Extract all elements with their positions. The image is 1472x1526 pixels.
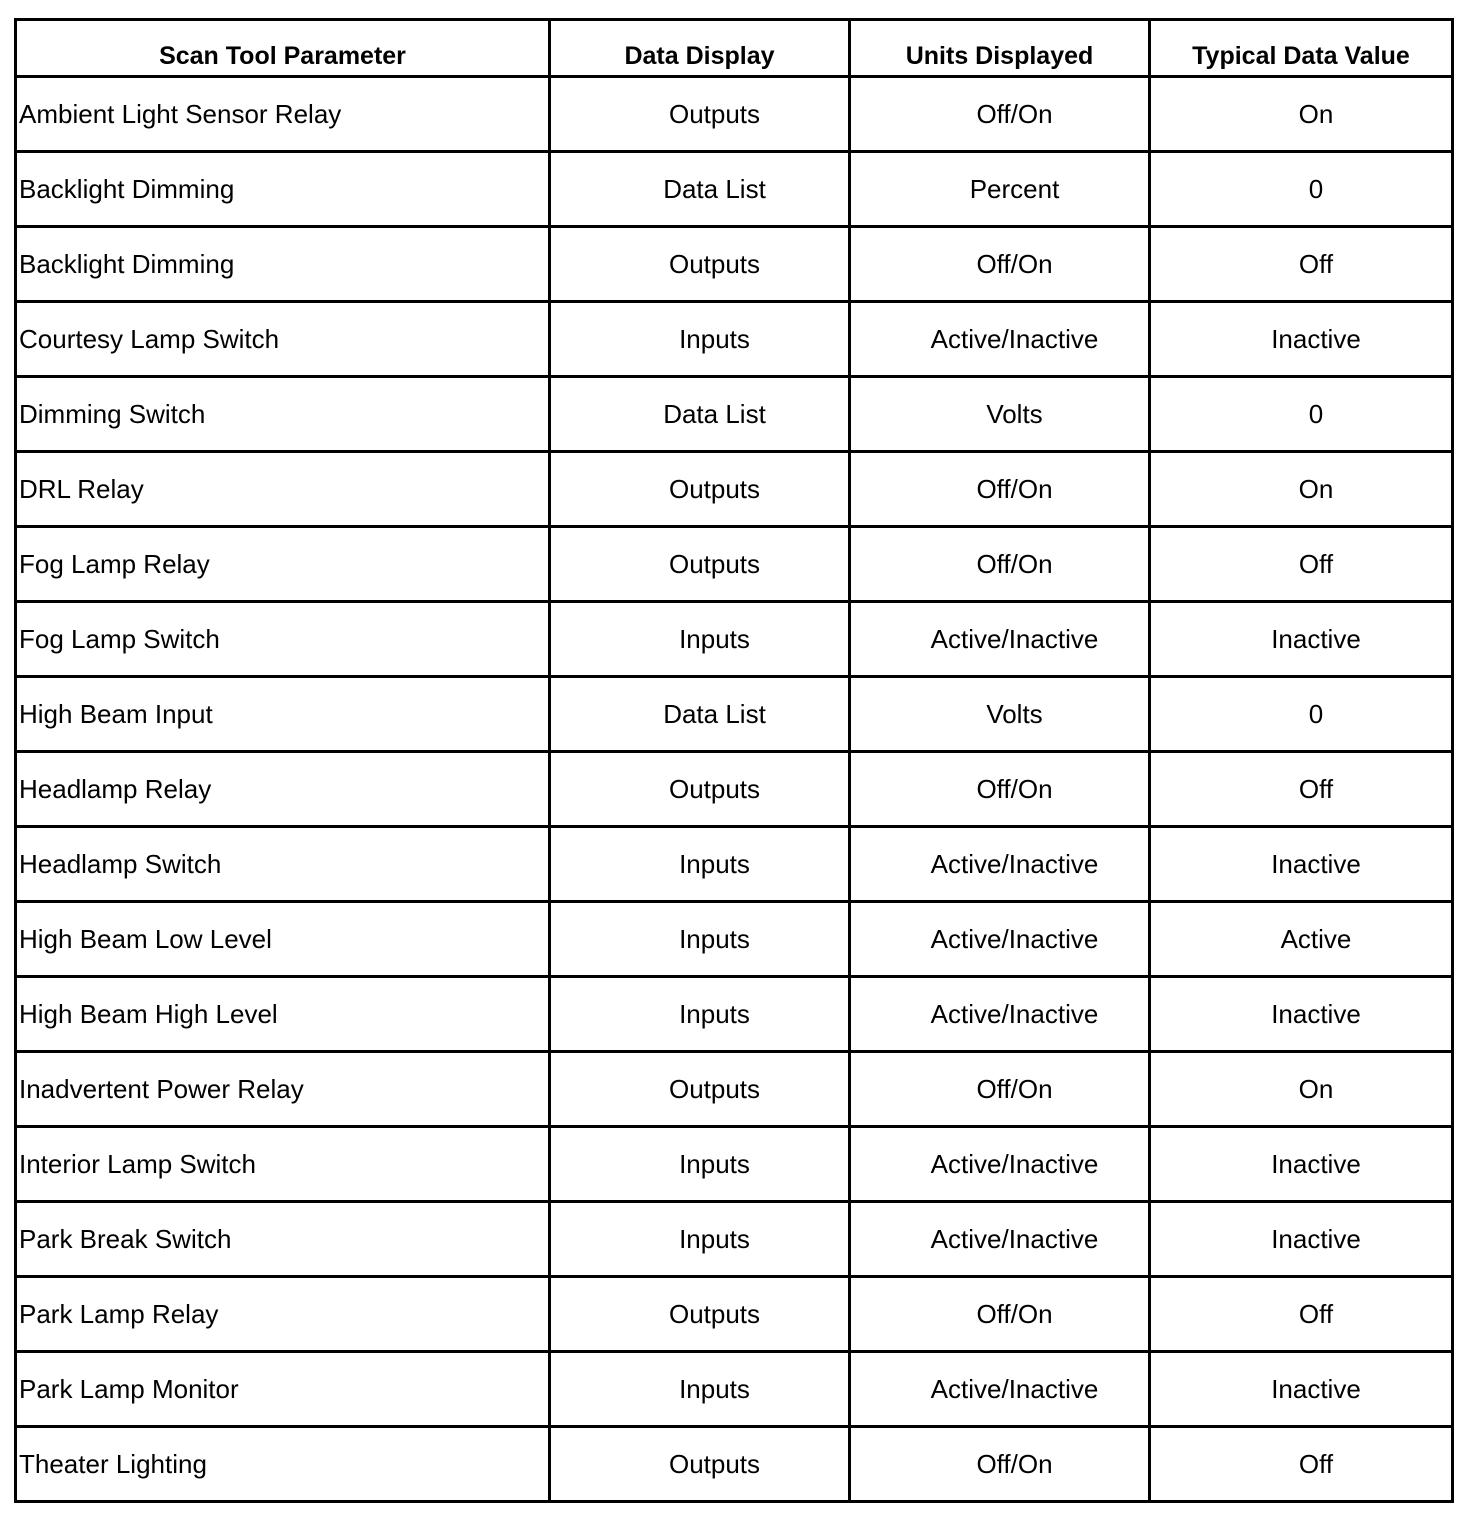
cell-data-display: Data List (550, 377, 850, 452)
cell-data-display: Outputs (550, 752, 850, 827)
cell-data-display: Inputs (550, 302, 850, 377)
cell-typical-data-value: 0 (1150, 377, 1453, 452)
table-header-row (16, 20, 1453, 77)
cell-data-display: Inputs (550, 902, 850, 977)
header-typical-data-value: Typical Data Value (1150, 20, 1453, 77)
table-row (16, 752, 1453, 827)
cell-parameter: Backlight Dimming (16, 227, 550, 302)
cell-parameter: Backlight Dimming (16, 152, 550, 227)
cell-parameter: Headlamp Relay (16, 752, 550, 827)
cell-typical-data-value: Off (1150, 227, 1453, 302)
table-row (16, 227, 1453, 302)
cell-typical-data-value: Off (1150, 527, 1453, 602)
cell-typical-data-value: Inactive (1150, 1127, 1453, 1202)
cell-units-displayed: Off/On (850, 1052, 1150, 1127)
cell-data-display: Inputs (550, 1352, 850, 1427)
cell-typical-data-value: Inactive (1150, 302, 1453, 377)
header-scan-tool-parameter: Scan Tool Parameter (16, 20, 550, 77)
table-row (16, 827, 1453, 902)
cell-data-display: Inputs (550, 1202, 850, 1277)
cell-units-displayed: Active/Inactive (850, 302, 1150, 377)
table-row (16, 1277, 1453, 1352)
cell-parameter: Interior Lamp Switch (16, 1127, 550, 1202)
table-row (16, 1052, 1453, 1127)
cell-typical-data-value: On (1150, 452, 1453, 527)
cell-data-display: Outputs (550, 1052, 850, 1127)
cell-units-displayed: Active/Inactive (850, 602, 1150, 677)
cell-parameter: Fog Lamp Relay (16, 527, 550, 602)
cell-data-display: Outputs (550, 527, 850, 602)
cell-units-displayed: Active/Inactive (850, 827, 1150, 902)
cell-units-displayed: Volts (850, 677, 1150, 752)
cell-units-displayed: Off/On (850, 1427, 1150, 1502)
cell-data-display: Data List (550, 152, 850, 227)
cell-units-displayed: Off/On (850, 227, 1150, 302)
table-row (16, 77, 1453, 152)
cell-typical-data-value: Active (1150, 902, 1453, 977)
cell-typical-data-value: Inactive (1150, 1352, 1453, 1427)
cell-units-displayed: Off/On (850, 77, 1150, 152)
cell-typical-data-value: Off (1150, 1427, 1453, 1502)
table-row (16, 602, 1453, 677)
table-row (16, 1427, 1453, 1502)
cell-units-displayed: Volts (850, 377, 1150, 452)
cell-units-displayed: Active/Inactive (850, 1352, 1150, 1427)
cell-typical-data-value: Inactive (1150, 827, 1453, 902)
cell-typical-data-value: 0 (1150, 152, 1453, 227)
cell-parameter: Headlamp Switch (16, 827, 550, 902)
cell-units-displayed: Active/Inactive (850, 977, 1150, 1052)
cell-data-display: Inputs (550, 977, 850, 1052)
cell-parameter: Park Lamp Monitor (16, 1352, 550, 1427)
cell-units-displayed: Off/On (850, 527, 1150, 602)
cell-data-display: Outputs (550, 227, 850, 302)
cell-parameter: High Beam High Level (16, 977, 550, 1052)
cell-typical-data-value: Inactive (1150, 977, 1453, 1052)
cell-data-display: Data List (550, 677, 850, 752)
cell-parameter: Courtesy Lamp Switch (16, 302, 550, 377)
cell-typical-data-value: Off (1150, 752, 1453, 827)
cell-data-display: Outputs (550, 452, 850, 527)
table-row (16, 1127, 1453, 1202)
cell-parameter: Park Break Switch (16, 1202, 550, 1277)
cell-units-displayed: Off/On (850, 752, 1150, 827)
table-row (16, 977, 1453, 1052)
cell-typical-data-value: On (1150, 77, 1453, 152)
cell-parameter: High Beam Low Level (16, 902, 550, 977)
cell-typical-data-value: Inactive (1150, 1202, 1453, 1277)
table-row (16, 902, 1453, 977)
cell-parameter: Ambient Light Sensor Relay (16, 77, 550, 152)
scan-tool-data-table (14, 18, 1454, 1503)
cell-data-display: Outputs (550, 1427, 850, 1502)
cell-data-display: Inputs (550, 602, 850, 677)
header-data-display: Data Display (550, 20, 850, 77)
table-row (16, 527, 1453, 602)
cell-units-displayed: Active/Inactive (850, 1127, 1150, 1202)
cell-units-displayed: Off/On (850, 452, 1150, 527)
cell-units-displayed: Active/Inactive (850, 1202, 1150, 1277)
cell-parameter: Theater Lighting (16, 1427, 550, 1502)
cell-typical-data-value: Off (1150, 1277, 1453, 1352)
table-row (16, 302, 1453, 377)
table-row (16, 1202, 1453, 1277)
cell-data-display: Inputs (550, 827, 850, 902)
cell-units-displayed: Percent (850, 152, 1150, 227)
table-row (16, 152, 1453, 227)
cell-parameter: Fog Lamp Switch (16, 602, 550, 677)
cell-parameter: Inadvertent Power Relay (16, 1052, 550, 1127)
table-row (16, 377, 1453, 452)
table-body (16, 77, 1453, 1502)
cell-parameter: Park Lamp Relay (16, 1277, 550, 1352)
cell-data-display: Outputs (550, 1277, 850, 1352)
cell-parameter: Dimming Switch (16, 377, 550, 452)
cell-units-displayed: Active/Inactive (850, 902, 1150, 977)
cell-parameter: High Beam Input (16, 677, 550, 752)
cell-typical-data-value: On (1150, 1052, 1453, 1127)
table-row (16, 1352, 1453, 1427)
cell-units-displayed: Off/On (850, 1277, 1150, 1352)
cell-data-display: Inputs (550, 1127, 850, 1202)
cell-parameter: DRL Relay (16, 452, 550, 527)
cell-data-display: Outputs (550, 77, 850, 152)
table-row (16, 452, 1453, 527)
table-row (16, 677, 1453, 752)
header-units-displayed: Units Displayed (850, 20, 1150, 77)
cell-typical-data-value: 0 (1150, 677, 1453, 752)
cell-typical-data-value: Inactive (1150, 602, 1453, 677)
